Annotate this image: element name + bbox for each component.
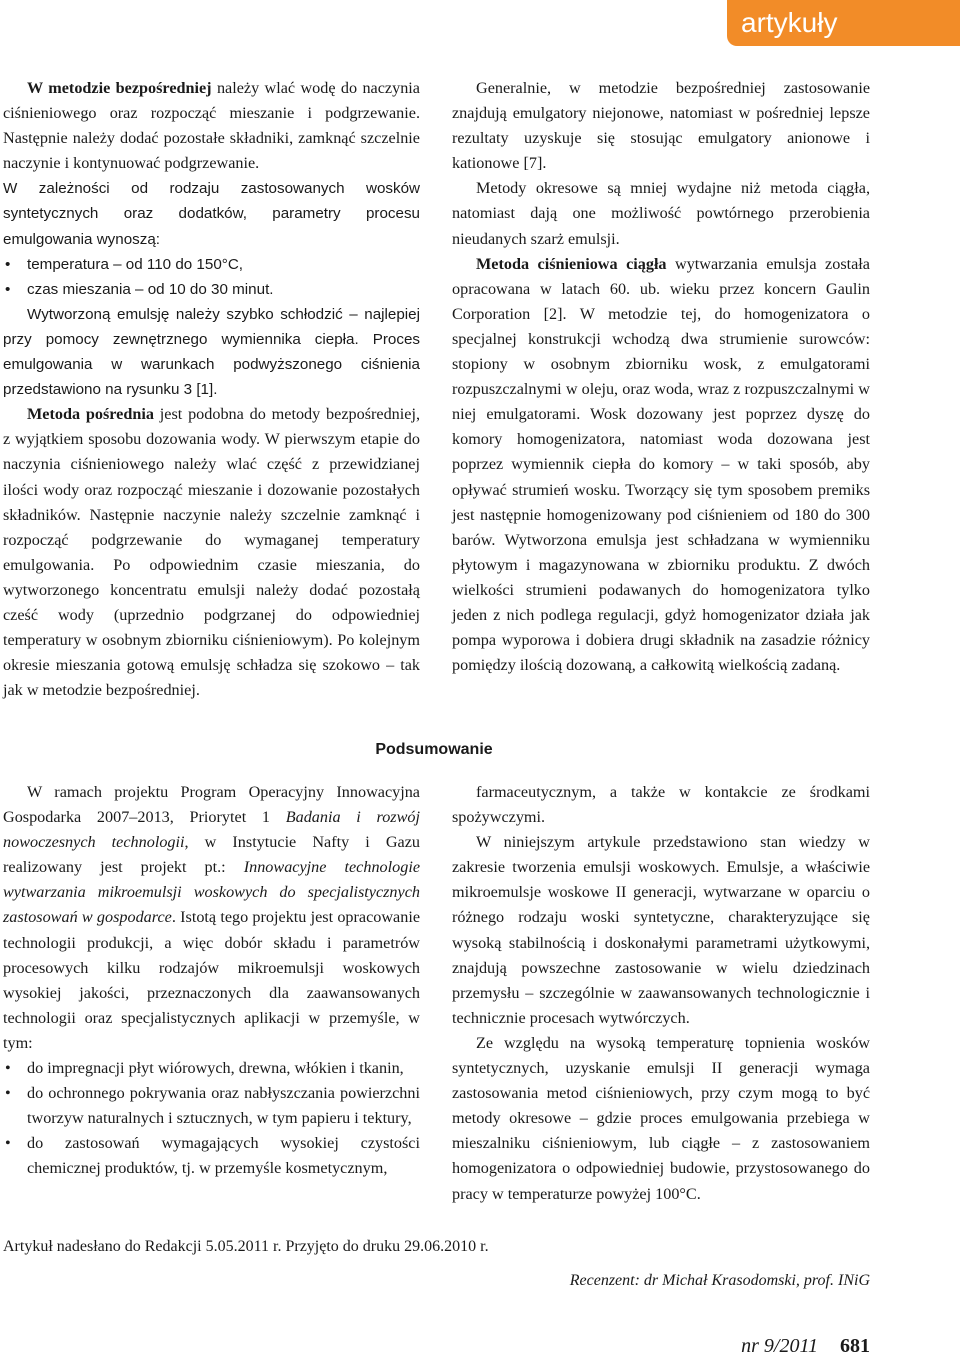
term-indirect-method: Metoda pośrednia [27,405,154,424]
submission-note: Artykuł nadesłano do Redakcji 5.05.2011 r. Przyjęto do druku 29.06.2010 r. [3,1238,489,1255]
list-item: • do zastosowań wymagających wysokiej czystości chemicznej produktów, tj. w przemyśle kosmetycznym, [3,1131,420,1181]
top-left-column [3,76,420,703]
paragraph-indirect-method: Metoda pośrednia jest podobna do metody bezpośredniej, z wyjątkiem sposobu dozowania wody. W pierwszym etapie do naczynia ciśnieniowego należy wlać część z przewidzianej ilości wody oraz rozpocząć mieszanie i dozowanie pozostałych składników. Następnie naczynie należy szczelnie zamknąć i rozpocząć podgrzewanie do wymaganej temperatury emulgowania. Po odpowiednim czasie mieszania, do wytworzonego koncentratu emulsji należy dodać pozostałą cześć wody (uprzednio podgrzanej do odpowiedniej temperatury w osobnym zbiorniku ciśnieniowym). Po kolejnym okresie mieszania gotową emulsję schładza się szokowo – tak jak w metodzie bezpośredniej. [3,405,420,700]
list-item: • do impregnacji płyt wiórowych, drewna, włókien i tkanin, [3,1056,420,1081]
paragraph-batch-methods: Metody okresowe są mniej wydajne niż metoda ciągła, natomiast dają one możliwość powtórnego przerobienia nieudanych szarż emulsji. [452,179,870,248]
applications-list [3,1056,420,1181]
list-item: • czas mieszania – od 10 do 30 minut. [3,277,420,302]
parameters-list [3,252,420,302]
paragraph-parameters: W zależności od rodzaju zastosowanych wosków syntetycznych oraz dodatków, parametry procesu emulgowania wynoszą: [3,180,420,248]
page-number: 681 [840,1335,870,1357]
paragraph-continuous-method: Metoda ciśnieniowa ciągła wytwarzania emulsja została opracowana w latach 60. ub. wieku przez koncern Gaulin Corporation [2]. W metodzie tej, do homogenizatora o specjalnej konstrukcji wchodzą dwa strumienie surowców: stopiony w osobnym zbiorniku wosk, z emulgatorami rozpuszczalnymi w oleju, oraz woda, wraz z rozpuszczalnymi w niej emulgatorami. Wosk dozowany jest poprzez dyszę do komory homogenizatora, natomiast woda dozowana jest poprzez wymiennik ciepła do komory – w taki sposób, aby opływać strumień wosku. Tworzący się tym sposobem premiks jest następnie homogenizowany pod ciśnieniem od 180 do 300 barów. Wytworzona emulsja jest schładzana w wymienniku płytowym i magazynowana w zbiorniku produktu. Z dwóch wielkości strumieni podawanych do homogenizatora tylko jeden z nich podlega regulacji, gdyż homogenizator działa jak pompa wyporowa i dobiera drugi składnik na zasadzie różnicy pomiędzy ilością dozowaną, a całkowitą wielkością zadaną. [452,254,870,675]
bottom-left-column [3,780,420,1182]
term-continuous-method: Metoda ciśnieniowa ciągła [476,254,667,273]
paragraph-pressure-methods: Ze względu na wysoką temperaturę topnienia wosków syntetycznych, uzyskanie emulsji II generacji wymaga zastosowania metod ciśnieniowych, przy czym mogą to być metody okresowe – gdzie proces emulgowania przebiega w mieszalniku ciśnieniowym, lub ciągłe – z zastosowaniem homogenizatora o odpowiedniej budowie, przystosowanego do pracy w temperaturze powyżej 100°C. [452,1033,870,1203]
term-direct-method: W metodzie bezpośredniej [27,79,212,97]
paragraph-emulsifiers: Generalnie, w metodzie bezpośredniej zastosowanie znajdują emulgatory niejonowe, natomiast w pośredniej lepsze rezultaty uzyskuje się stosując emulgatory anionowe i kationowe [7]. [452,79,870,173]
list-item: • do ochronnego pokrywania oraz nabłyszczania powierzchni tworzyw naturalnych i sztucznych, w tym papieru i tektury, [3,1081,420,1131]
section-heading-summary: Podsumowanie [375,741,493,758]
issue-number: nr 9/2011 [741,1335,818,1357]
list-item: • temperatura – od 110 do 150°C, [3,252,420,277]
section-tab: artykuły [727,0,960,46]
page-footer [741,1334,870,1358]
paragraph-project: W ramach projektu Program Operacyjny Innowacyjna Gospodarka 2007–2013, Priorytet 1 Badania i rozwój nowoczesnych technologii, w Instytucie Nafty i Gazu realizowany jest projekt pt.: Innowacyjne technologie wytwarzania mikroemulsji woskowych do specjalistycznych zastosowań w gospodarce. Istotą tego projektu jest opracowanie technologii produkcji, a więc dobór składu i parametrów procesowych kilku rodzajów mikroemulsji woskowych wysokiej jakości, przeznaczonych dla zaawansowanych technologii oraz specjalistycznych aplikacji w przemyśle, w tym: [3,783,421,1052]
top-right-column [452,76,870,678]
reviewer-note: Recenzent: dr Michał Krasodomski, prof. INiG [569,1272,870,1289]
paragraph-direct-method: W metodzie bezpośredniej należy wlać wodę do naczynia ciśnieniowego oraz rozpocząć mieszanie i podgrzewanie. Następnie należy dodać pozostałe składniki, zamknąć szczelnie naczynie i kontynuować podgrzewanie. [3,79,420,173]
paragraph-cooling: Wytworzoną emulsję należy szybko schłodzić – najlepiej przy pomocy zewnętrznego wymiennika ciepła. Proces emulgowania w warunkach podwyższonego ciśnienia przedstawiono na rysunku 3 [1]. [3,305,420,399]
bottom-right-column [452,780,870,1207]
paragraph-state-of-knowledge: W niniejszym artykule przedstawiono stan wiedzy w zakresie tworzenia emulsji woskowych. Emulsje, a właściwie mikroemulsje woskowe II generacji, wytwarzane w oparciu o różnego rodzaju woski syntetyczne, charakteryzujące się wysoką stabilnością i doskonałymi parametrami użytkowymi, znajdują powszechne zastosowanie w wielu dziedzinach przemysłu – szczególnie w zaawansowanych technologicznie i technicznie procesach wytwórczych. [452,833,870,1027]
paragraph-continuation: farmaceutycznym, a także w kontakcie ze środkami spożywczymi. [452,783,870,827]
